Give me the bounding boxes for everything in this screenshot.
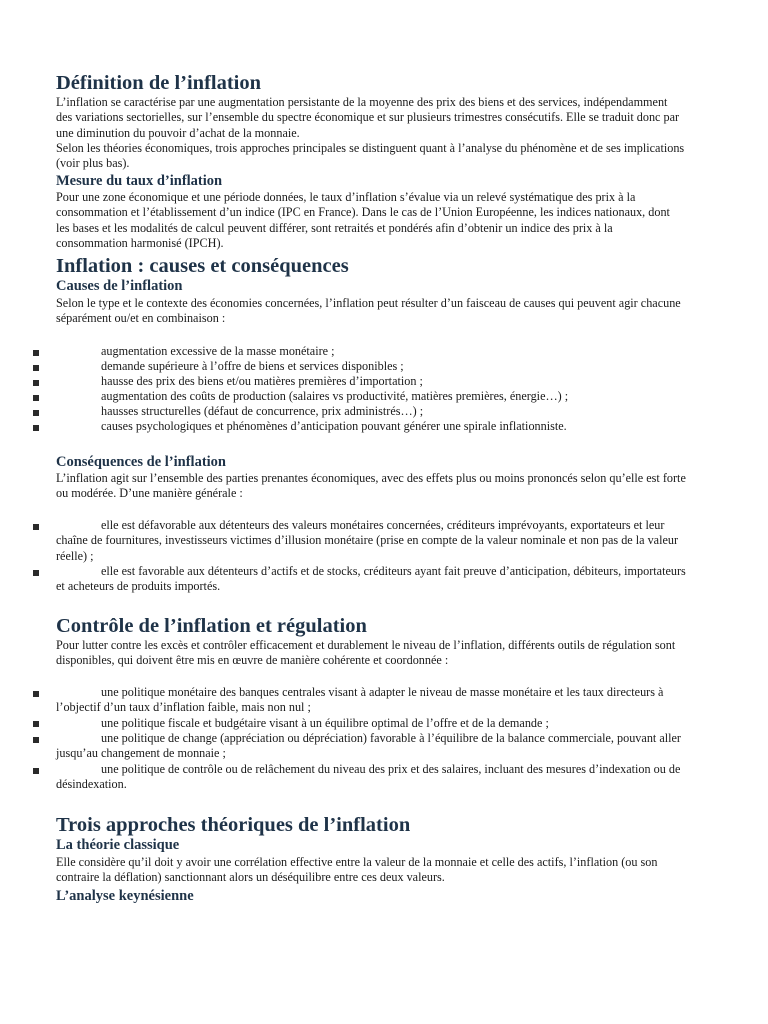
list-item: hausses structurelles (défaut de concurrence, prix administrés…) ; (101, 404, 424, 418)
list-item: une politique de change (appréciation ou dépréciation) favorable à l’équilibre de la balance commerciale, pouvant aller jusqu’au changement de monnaie ; (56, 731, 681, 761)
list-item: une politique monétaire des banques centrales visant à adapter le niveau de masse monétaire et les taux directeurs à l’objectif d’un taux d’inflation faible, mais non nul ; (56, 685, 664, 715)
list-item: demande supérieure à l’offre de biens et services disponibles ; (101, 359, 404, 373)
list-item: hausse des prix des biens et/ou matières premières d’importation ; (101, 374, 423, 388)
heading-theorie-classique: La théorie classique (56, 837, 180, 853)
list-item: elle est défavorable aux détenteurs des valeurs monétaires concernées, créditeurs imprévoyants, exportateurs et leur chaîne de fournitures, investisseurs victimes d’illusion monétaire (prise en compte de la valeur nominale et non pas de la valeur réelle) ; (56, 518, 679, 563)
bullet-icon (33, 365, 39, 371)
bullet-icon (33, 425, 39, 431)
bullet-icon (33, 380, 39, 386)
list-item: elle est favorable aux détenteurs d’actifs et de stocks, créditeurs ayant fait preuve d’anticipation, débiteurs, importateurs et acheteurs de produits importés. (56, 564, 686, 594)
controle-intro: Pour lutter contre les excès et contrôler efficacement et durablement le niveau de l’inflation, différents outils de régulation sont disponibles, qui doivent être mis en œuvre de manière cohérente et coordonnée : (56, 638, 676, 668)
list-item: une politique fiscale et budgétaire visant à un équilibre optimal de l’offre et de la demande ; (101, 716, 549, 730)
list-item: causes psychologiques et phénomènes d’anticipation pouvant générer une spirale inflationniste. (101, 419, 567, 433)
list-item: augmentation excessive de la masse monétaire ; (101, 344, 335, 358)
bullet-icon (33, 350, 39, 356)
heading-causes: Causes de l’inflation (56, 278, 183, 294)
bullet-icon (33, 768, 39, 774)
heading-consequences: Conséquences de l’inflation (56, 454, 226, 470)
mesure-paragraph: Pour une zone économique et une période données, le taux d’inflation s’évalue via un relevé systématique des prix à la consommation et l’établissement d’un indice (IPC en France). Dans le cas de l’Union Européenne, les indices nationaux, dont les bases et les modalités de calcul peuvent différer, sont retraités et pondérés afin d’obtenir un indice des prix à la consommation harmonisé (IPCH). (56, 190, 670, 250)
theorie-classique-paragraph: Elle considère qu’il doit y avoir une corrélation effective entre la valeur de la monnaie et celle des actifs, l’inflation (ou son contraire la déflation) sanctionnant alors un déséquilibre entre ces deux valeurs. (56, 855, 658, 885)
heading-analyse-keynesienne: L’analyse keynésienne (56, 888, 194, 904)
heading-causes-consequences: Inflation : causes et conséquences (56, 255, 349, 277)
bullet-icon (33, 721, 39, 727)
consequences-intro: L’inflation agit sur l’ensemble des parties prenantes économiques, avec des effets plus ou moins prononcés selon qu’elle est forte ou modérée. D’une manière générale : (56, 471, 686, 501)
definition-paragraph-2: Selon les théories économiques, trois approches principales se distinguent quant à l’analyse du phénomène et de ses implications (voir plus bas). (56, 141, 685, 171)
heading-controle: Contrôle de l’inflation et régulation (56, 615, 367, 637)
heading-definition: Définition de l’inflation (56, 72, 262, 94)
list-item: une politique de contrôle ou de relâchement du niveau des prix et des salaires, incluant des mesures d’indexation ou de désindexation. (56, 762, 681, 792)
definition-paragraph-1: L’inflation se caractérise par une augmentation persistante de la moyenne des prix des biens et des services, indépendamment des variations sectorielles, sur l’ensemble du spectre économique et sur plusieurs trimestres consécutifs. Elle se traduit donc par une diminution du pouvoir d’achat de la monnaie. (56, 95, 680, 140)
heading-mesure: Mesure du taux d’inflation (56, 173, 223, 189)
bullet-icon (33, 410, 39, 416)
bullet-icon (33, 524, 39, 530)
list-item: augmentation des coûts de production (salaires vs productivité, matières premières, énergie…) ; (101, 389, 569, 403)
bullet-icon (33, 570, 39, 576)
causes-intro: Selon le type et le contexte des économies concernées, l’inflation peut résulter d’un faisceau de causes qui peuvent agir chacune séparément ou/et en combinaison : (56, 296, 681, 326)
bullet-icon (33, 737, 39, 743)
heading-theories: Trois approches théoriques de l’inflation (56, 814, 411, 836)
bullet-icon (33, 395, 39, 401)
bullet-icon (33, 691, 39, 697)
